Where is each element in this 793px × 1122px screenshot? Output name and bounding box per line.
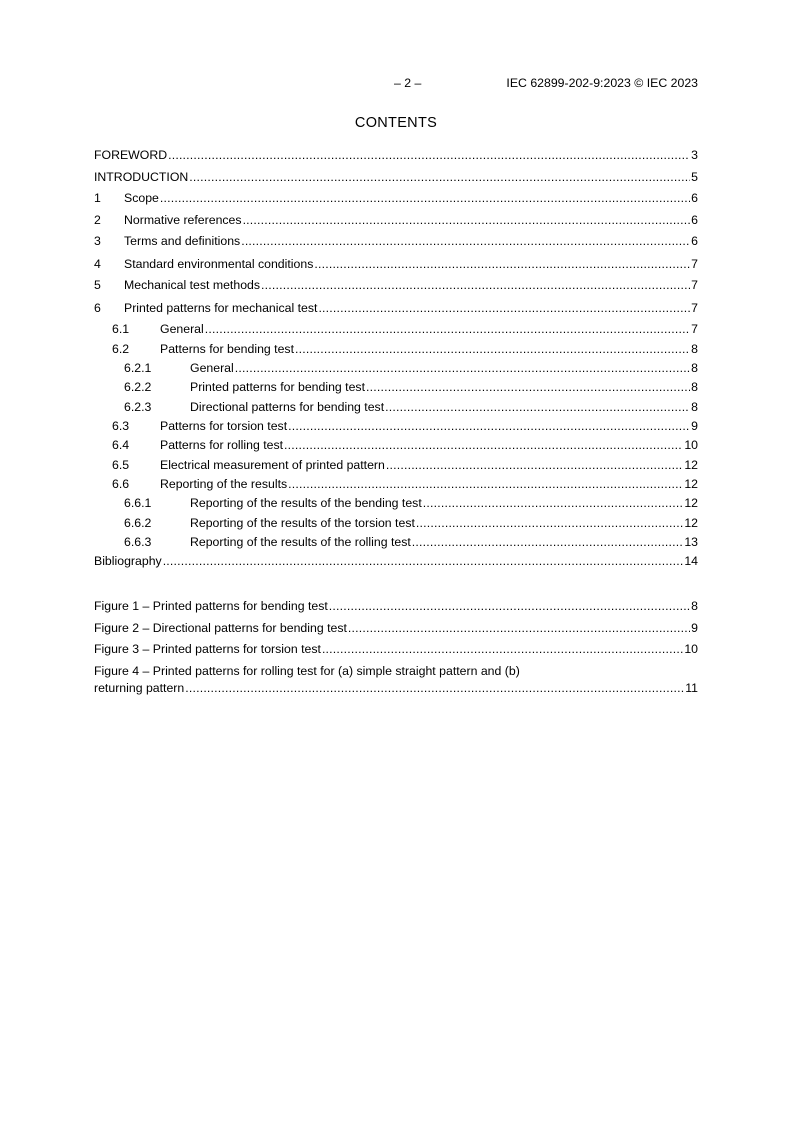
toc-entry-label: Directional patterns for bending test: [190, 400, 385, 414]
toc-entry-label: Mechanical test methods: [124, 278, 261, 292]
toc-entry-page: 6: [691, 234, 698, 248]
toc-entry-label: Reporting of the results of the rolling test: [190, 535, 411, 549]
toc-entry-label: Patterns for torsion test: [160, 419, 288, 433]
figure-entry-page: 8: [691, 599, 698, 613]
toc-entry[interactable]: [94, 277, 698, 293]
toc-entry-number: 5: [94, 278, 101, 292]
toc-entry-label: Normative references: [124, 213, 242, 227]
toc-entry-number: 3: [94, 234, 101, 248]
toc-entry-number: 6.6.3: [124, 535, 152, 549]
toc-entry-number: 6.4: [112, 438, 130, 452]
toc-entry[interactable]: [94, 190, 698, 206]
dot-leader: [261, 277, 690, 293]
figure-entry[interactable]: [94, 598, 698, 614]
figure-entry-label-line1: Figure 4 – Printed patterns for rolling test for (a) simple straight pattern and (b): [94, 664, 520, 678]
toc-entry-page: 14: [684, 554, 698, 568]
toc-entry-page: 12: [684, 496, 698, 510]
toc-entry[interactable]: [112, 476, 698, 492]
toc-entry-label: Printed patterns for bending test: [190, 380, 365, 394]
dot-leader: [235, 360, 690, 376]
toc-entry-page: 7: [691, 301, 698, 315]
dot-leader: [160, 190, 690, 206]
dot-leader: [348, 620, 690, 636]
toc-entry-page: 7: [691, 322, 698, 336]
dot-leader: [412, 534, 684, 550]
dot-leader: [416, 515, 683, 531]
toc-entry-number: 6.2.3: [124, 400, 152, 414]
toc-entry-label: Bibliography: [94, 554, 162, 568]
dot-leader: [189, 169, 690, 185]
dot-leader: [423, 495, 684, 511]
toc-entry[interactable]: [124, 515, 698, 531]
toc-entry-page: 8: [691, 342, 698, 356]
figure-entry-label: Figure 3 – Printed patterns for torsion test: [94, 642, 321, 656]
dot-leader: [288, 476, 683, 492]
figure-entry[interactable]: [94, 641, 698, 657]
contents-title: CONTENTS: [354, 115, 438, 131]
toc-entry[interactable]: [124, 534, 698, 550]
toc-entry-number: 6.6.2: [124, 516, 152, 530]
toc-entry-number: 6.1: [112, 322, 130, 336]
dot-leader: [385, 399, 690, 415]
figure-entry-label: returning pattern: [94, 681, 185, 695]
toc-entry-label: Reporting of the results of the torsion test: [190, 516, 415, 530]
toc-entry[interactable]: [94, 300, 698, 316]
toc-entry-number: 4: [94, 257, 101, 271]
dot-leader: [185, 680, 684, 696]
toc-entry-label: Patterns for rolling test: [160, 438, 284, 452]
toc-entry-page: 5: [691, 170, 698, 184]
toc-entry-page: 12: [684, 458, 698, 472]
toc-entry-label: Scope: [124, 191, 159, 205]
toc-entry-page: 7: [691, 257, 698, 271]
toc-entry-label: Reporting of the results: [160, 477, 288, 491]
page-header: [94, 76, 698, 92]
toc-entry[interactable]: [124, 360, 698, 376]
dot-leader: [241, 233, 690, 249]
dot-leader: [284, 437, 683, 453]
dot-leader: [314, 256, 690, 272]
figure-entry-page: 10: [684, 642, 698, 656]
figure-entry[interactable]: [94, 680, 698, 696]
toc-entry-page: 8: [691, 400, 698, 414]
toc-entry-number: 6.2: [112, 342, 130, 356]
dot-leader: [295, 341, 690, 357]
toc-entry[interactable]: [94, 212, 698, 228]
dot-leader: [318, 300, 690, 316]
toc-entry-page: 6: [691, 191, 698, 205]
toc-entry[interactable]: [112, 321, 698, 337]
toc-entry-number: 1: [94, 191, 101, 205]
figure-entry-label: Figure 2 – Directional patterns for bending test: [94, 621, 347, 635]
toc-entry-label: FOREWORD: [94, 148, 168, 162]
toc-entry-page: 13: [684, 535, 698, 549]
toc-entry-label: Patterns for bending test: [160, 342, 294, 356]
toc-entry-number: 6.3: [112, 419, 130, 433]
dot-leader: [163, 553, 684, 569]
toc-entry-label: General: [190, 361, 234, 375]
dot-leader: [288, 418, 690, 434]
dot-leader: [329, 598, 690, 614]
toc-entry-number: 6.2.2: [124, 380, 152, 394]
toc-entry-label: INTRODUCTION: [94, 170, 189, 184]
toc-entry[interactable]: [94, 256, 698, 272]
toc-entry-page: 12: [684, 477, 698, 491]
toc-entry[interactable]: [112, 341, 698, 357]
toc-entry-number: 6.6.1: [124, 496, 152, 510]
toc-entry-page: 6: [691, 213, 698, 227]
toc-entry-label: Terms and definitions: [124, 234, 241, 248]
toc-entry-label: General: [160, 322, 204, 336]
dot-leader: [322, 641, 683, 657]
toc-entry[interactable]: [94, 553, 698, 569]
toc-entry-number: 6.2.1: [124, 361, 152, 375]
toc-entry[interactable]: [124, 379, 698, 395]
toc-entry-page: 9: [691, 419, 698, 433]
toc-entry-page: 8: [691, 361, 698, 375]
toc-entry[interactable]: [94, 147, 698, 163]
toc-entry-label: Reporting of the results of the bending test: [190, 496, 422, 510]
document-id: IEC 62899-202-9:2023 © IEC 2023: [506, 76, 698, 90]
figure-entry[interactable]: [94, 620, 698, 636]
toc-entry[interactable]: [94, 233, 698, 249]
toc-entry[interactable]: [112, 418, 698, 434]
toc-entry-label: Standard environmental conditions: [124, 257, 314, 271]
dot-leader: [243, 212, 691, 228]
toc-entry-label: Electrical measurement of printed pattern: [160, 458, 385, 472]
figure-entry-page: 11: [685, 681, 698, 695]
dot-leader: [205, 321, 690, 337]
toc-entry[interactable]: [94, 169, 698, 185]
toc-entry-number: 6: [94, 301, 101, 315]
toc-entry-number: 6.5: [112, 458, 130, 472]
dot-leader: [386, 457, 683, 473]
toc-entry-page: 8: [691, 380, 698, 394]
toc-entry-page: 10: [684, 438, 698, 452]
toc-entry-number: 2: [94, 213, 101, 227]
figure-entry-page: 9: [691, 621, 698, 635]
toc-entry-page: 7: [691, 278, 698, 292]
dot-leader: [366, 379, 690, 395]
toc-entry-page: 3: [691, 148, 698, 162]
toc-entry-page: 12: [684, 516, 698, 530]
toc-entry[interactable]: [112, 457, 698, 473]
toc-entry[interactable]: [112, 437, 698, 453]
figure-entry-label: Figure 1 – Printed patterns for bending test: [94, 599, 328, 613]
toc-entry[interactable]: [124, 495, 698, 511]
dot-leader: [168, 147, 690, 163]
toc-entry[interactable]: [124, 399, 698, 415]
page-number: – 2 –: [394, 76, 422, 90]
toc-entry-label: Printed patterns for mechanical test: [124, 301, 318, 315]
toc-entry-number: 6.6: [112, 477, 130, 491]
